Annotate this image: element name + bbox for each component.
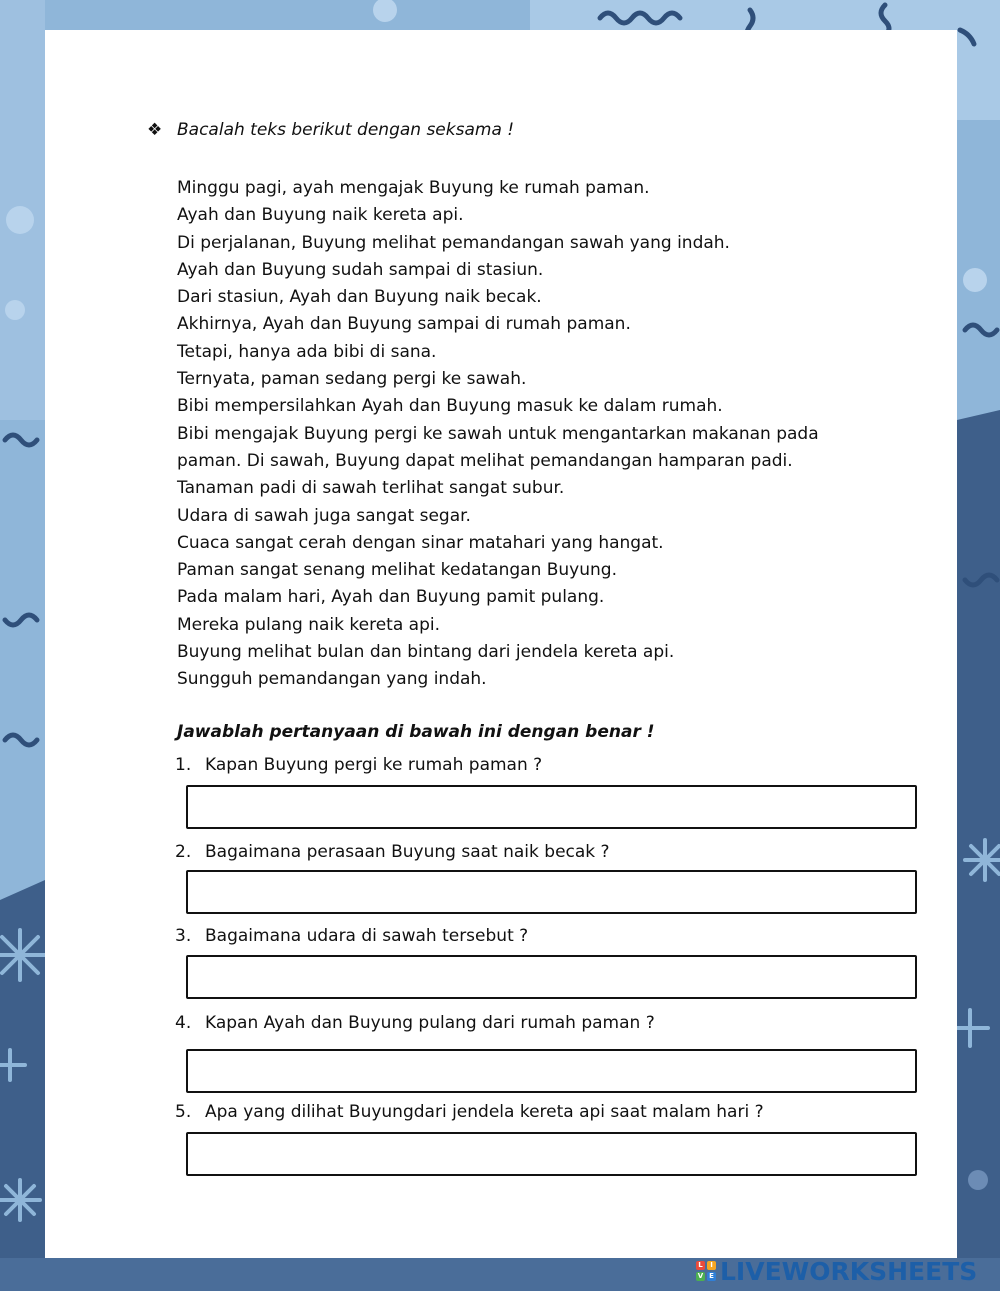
logo-letter: L [696, 1261, 705, 1270]
question-number: 3. [175, 926, 192, 946]
story-line: Cuaca sangat cerah dengan sinar matahari yang hangat. [177, 532, 664, 553]
question-text: Kapan Ayah dan Buyung pulang dari rumah paman ? [205, 1013, 655, 1033]
story-line: Dari stasiun, Ayah dan Buyung naik becak. [177, 287, 542, 308]
story-line: Ayah dan Buyung sudah sampai di stasiun. [177, 259, 544, 280]
question-1 [175, 755, 542, 775]
story-text [177, 175, 857, 694]
questions-heading: Jawablah pertanyaan di bawah ini dengan benar ! [177, 722, 655, 742]
story-line: paman. Di sawah, Buyung dapat melihat pemandangan hamparan padi. [177, 450, 793, 471]
liveworksheets-logo [696, 1255, 977, 1287]
question-number: 2. [175, 842, 192, 862]
story-line: Mereka pulang naik kereta api. [177, 614, 441, 635]
question-2 [175, 842, 610, 862]
logo-mark-icon [696, 1261, 716, 1281]
story-line: Buyung melihat bulan dan bintang dari jendela kereta api. [177, 642, 675, 663]
instruction-text: Bacalah teks berikut dengan seksama ! [177, 120, 515, 140]
story-line: Paman sangat senang melihat kedatangan Buyung. [177, 560, 617, 581]
question-3 [175, 926, 528, 946]
instruction-line [147, 120, 514, 140]
story-line: Akhirnya, Ayah dan Buyung sampai di rumah paman. [177, 314, 631, 335]
question-4 [175, 1013, 655, 1033]
question-number: 4. [175, 1013, 192, 1033]
story-line: Di perjalanan, Buyung melihat pemandangan sawah yang indah. [177, 232, 730, 253]
answer-input-5[interactable] [186, 1132, 917, 1176]
answer-input-3[interactable] [186, 955, 917, 999]
story-line: Bibi mengajak Buyung pergi ke sawah untuk mengantarkan makanan pada [177, 423, 819, 444]
question-text: Kapan Buyung pergi ke rumah paman ? [205, 755, 543, 775]
diamond-bullet-icon: ❖ [147, 120, 163, 140]
answer-input-2[interactable] [186, 870, 917, 914]
logo-letter: E [707, 1272, 716, 1281]
story-line: Udara di sawah juga sangat segar. [177, 505, 471, 526]
question-number: 1. [175, 755, 192, 775]
answer-input-4[interactable] [186, 1049, 917, 1093]
logo-letter: I [707, 1261, 716, 1270]
logo-text: LIVEWORKSHEETS [720, 1256, 978, 1286]
question-5 [175, 1102, 764, 1122]
story-line: Pada malam hari, Ayah dan Buyung pamit pulang. [177, 587, 605, 608]
story-line: Minggu pagi, ayah mengajak Buyung ke rumah paman. [177, 178, 650, 198]
story-line: Tetapi, hanya ada bibi di sana. [177, 341, 437, 362]
story-line: Ayah dan Buyung naik kereta api. [177, 205, 464, 226]
logo-letter: V [697, 1272, 704, 1280]
story-line: Sungguh pemandangan yang indah. [177, 669, 487, 690]
answer-input-1[interactable] [186, 785, 917, 829]
story-line: Tanaman padi di sawah terlihat sangat subur. [177, 478, 565, 499]
question-text: Bagaimana perasaan Buyung saat naik becak ? [205, 842, 610, 862]
story-line: Ternyata, paman sedang pergi ke sawah. [177, 369, 527, 390]
story-line: Bibi mempersilahkan Ayah dan Buyung masuk ke dalam rumah. [177, 396, 723, 417]
question-text: Apa yang dilihat Buyungdari jendela kereta api saat malam hari ? [205, 1102, 764, 1122]
question-number: 5. [175, 1102, 192, 1122]
question-text: Bagaimana udara di sawah tersebut ? [205, 926, 529, 946]
